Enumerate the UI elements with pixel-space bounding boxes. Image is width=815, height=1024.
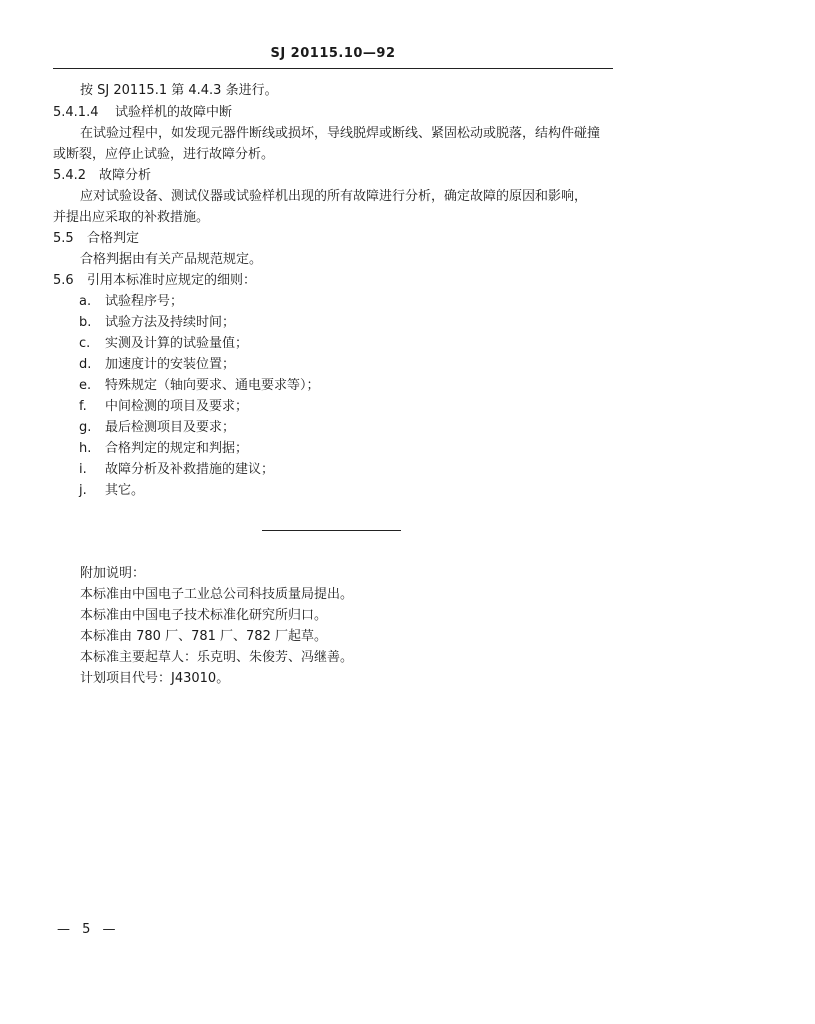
list-item bbox=[79, 420, 235, 436]
item-letter: d. bbox=[79, 357, 92, 372]
section-title: 引用本标准时应规定的细则： bbox=[87, 273, 257, 288]
list-item bbox=[79, 336, 248, 352]
paragraph-5-4-2-line-1: 应对试验设备、测试仪器或试验样机出现的所有故障进行分析，确定故障的原因和影响， bbox=[80, 189, 588, 204]
appendix-title: 附加说明： bbox=[80, 566, 146, 581]
page-header-code: SJ 20115.10—92 bbox=[270, 46, 396, 61]
list-item bbox=[79, 399, 248, 415]
list-item bbox=[79, 378, 320, 394]
item-text: 实测及计算的试验量值； bbox=[105, 336, 249, 351]
body-line-1: 按 SJ 20115.1 第 4.4.3 条进行。 bbox=[80, 83, 278, 98]
section-5-4-1-4-heading bbox=[53, 105, 232, 121]
section-number: 5.4.2 bbox=[53, 168, 87, 183]
appendix-line: 本标准由中国电子技术标准化研究所归口。 bbox=[80, 608, 328, 623]
appendix-line: 本标准主要起草人：乐克明、朱俊芳、冯继善。 bbox=[80, 650, 354, 665]
section-5-4-2-heading bbox=[53, 168, 151, 184]
section-title: 合格判定 bbox=[87, 231, 140, 246]
item-letter: g. bbox=[79, 420, 92, 435]
section-title: 故障分析 bbox=[99, 168, 152, 183]
section-number: 5.5 bbox=[53, 231, 74, 246]
paragraph-5-4-2-line-2: 并提出应采取的补救措施。 bbox=[53, 210, 210, 225]
section-number: 5.4.1.4 bbox=[53, 105, 99, 120]
section-title: 试验样机的故障中断 bbox=[115, 105, 233, 120]
header-rule bbox=[53, 68, 613, 69]
item-text: 其它。 bbox=[105, 483, 145, 498]
item-text: 故障分析及补救措施的建议； bbox=[105, 462, 275, 477]
paragraph-5-4-1-4-line-1: 在试验过程中，如发现元器件断线或损坏，导线脱焊或断线、紧固松动或脱落，结构件碰撞 bbox=[80, 126, 601, 141]
item-letter: h. bbox=[79, 441, 92, 456]
item-text: 最后检测项目及要求； bbox=[105, 420, 236, 435]
paragraph-5-4-1-4-line-2: 或断裂，应停止试验，进行故障分析。 bbox=[53, 147, 275, 162]
appendix-line: 本标准由中国电子工业总公司科技质量局提出。 bbox=[80, 587, 354, 602]
item-letter: c. bbox=[79, 336, 91, 351]
item-letter: e. bbox=[79, 378, 92, 393]
item-text: 合格判定的规定和判据； bbox=[105, 441, 249, 456]
list-item bbox=[79, 483, 144, 499]
paragraph-5-5: 合格判据由有关产品规范规定。 bbox=[80, 252, 263, 267]
page-number: — 5 — bbox=[57, 922, 120, 937]
list-item bbox=[79, 294, 183, 310]
item-text: 加速度计的安装位置； bbox=[105, 357, 236, 372]
appendix-line: 计划项目代号：J43010。 bbox=[80, 671, 230, 686]
item-letter: j. bbox=[79, 483, 87, 498]
list-item bbox=[79, 441, 248, 457]
section-number: 5.6 bbox=[53, 273, 74, 288]
item-text: 试验方法及持续时间； bbox=[105, 315, 236, 330]
appendix-line: 本标准由 780 厂、781 厂、782 厂起草。 bbox=[80, 629, 327, 644]
item-letter: a. bbox=[79, 294, 92, 309]
item-letter: i. bbox=[79, 462, 87, 477]
section-separator bbox=[262, 530, 401, 531]
list-item bbox=[79, 357, 235, 373]
item-letter: f. bbox=[79, 399, 87, 414]
section-5-5-heading bbox=[53, 231, 139, 247]
item-text: 中间检测的项目及要求； bbox=[105, 399, 249, 414]
section-5-6-heading bbox=[53, 273, 256, 289]
item-letter: b. bbox=[79, 315, 92, 330]
list-item bbox=[79, 462, 274, 478]
item-text: 试验程序号； bbox=[105, 294, 184, 309]
list-item bbox=[79, 315, 235, 331]
item-text: 特殊规定（轴向要求、通电要求等）； bbox=[105, 378, 320, 393]
